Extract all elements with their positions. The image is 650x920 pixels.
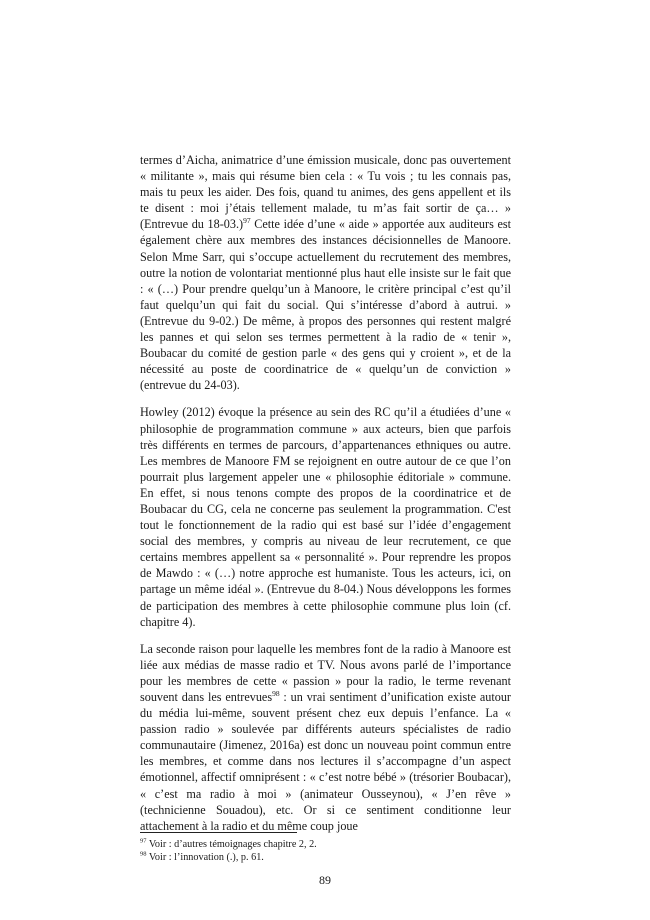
footnote-separator (140, 832, 297, 833)
paragraph (140, 404, 511, 629)
footnote-ref: 97 (243, 216, 251, 226)
paragraph (140, 152, 511, 393)
footnote-number: 98 (140, 850, 147, 858)
page-number: 89 (319, 873, 331, 887)
footnote-text: Voir : l’innovation (.), p. 61. (146, 852, 264, 863)
paragraph-text: Cette idée d’une « aide » apportée aux auditeurs est également chère aux membres des instances décisionnelles de Manoore. Selon Mme Sarr, qui s’occupe actuellement du recrutement des membres, outre la notion de volontariat mentionné plus haut elle insiste sur le fait que : « (…) Pour prendre quelqu’un à Manoore, le critère principal c’est qu’il faut quelqu’un qui fait du social. Qui s’intéresse d’abord à autrui. » (Entrevue du 9-02.) De même, à propos des personnes qui restent malgré les pannes et qui selon ses termes permettent à la radio de « tenir », Boubacar du comité de gestion parle « des gens qui y croient », et de la nécessité au poste de coordinatrice de « quelqu’un de conviction » (entrevue du 24-03). (140, 217, 511, 393)
footnote (140, 838, 511, 851)
footnotes (140, 838, 511, 864)
paragraph-text: La seconde raison pour laquelle les membres font de la radio à Manoore est liée aux médias de masse radio et TV. Nous avons parlé de l’importance pour les membres de cette « passion » pour la radio, le terme revenant souvent dans les entrevues (140, 641, 511, 704)
footnote-ref: 98 (272, 688, 280, 698)
footnote (140, 851, 511, 864)
body-text (140, 152, 511, 845)
paragraph-text: : un vrai sentiment d’unification existe autour du média lui-même, souvent présent chez eux depuis l’enfance. La « passion radio » soulevée par différents auteurs spécialistes de radio communautaire (Jimenez, 2016a) est donc un nouveau point commun entre les membres, et comme dans nos lectures il s’accompagne d’un aspect émotionnel, affectif omniprésent : « c’est notre bébé » (trésorier Boubacar), « c’est ma radio à moi » (animateur Ousseynou), « J’en rêve » (technicienne Souadou), etc. Or si ce sentiment conditionne leur attachement à la radio et du même coup joue (140, 690, 511, 833)
paragraph-text: termes d’Aicha, animatrice d’une émission musicale, donc pas ouvertement « militante », mais qui résume bien cela : « Tu vois ; tu les connais pas, mais tu peux les aider. Des fois, quand tu animes, des gens appellent et ils te disent : moi j’étais tellement malade, tu m’as fait sortir de ça… » (Entrevue du 18-03.) (140, 153, 511, 232)
footnote-text: Voir : d’autres témoignages chapitre 2, 2. (146, 839, 317, 850)
paragraph (140, 641, 511, 834)
footnote-number: 97 (140, 837, 147, 845)
paragraph-text: Howley (2012) évoque la présence au sein des RC qu’il a étudiées d’une « philosophie de programmation commune » aux acteurs, bien que parfois très différents en termes de parcours, d’appartenances ethniques ou autre. Les membres de Manoore FM se rejoignent en outre autour de ce que l’on pourrait plus largement appeler une « philosophie éditoriale » commune. En effet, si nous tenons compte des propos de la coordinatrice et de Boubacar du CG, cela ne concerne pas seulement la programmation. C'est tout le fonctionnement de la radio qui est basé sur l’idée d’engagement social des membres, y compris au niveau de leur recrutement, ce que certains membres appellent sa « personnalité ». Pour reprendre les propos de Mawdo : « (…) notre approche est humaniste. Tous les acteurs, ici, on partage un même idéal ». (Entrevue du 8-04.) Nous développons les formes de participation des membres à cette philosophie commune plus loin (cf. chapitre 4). (140, 405, 511, 629)
